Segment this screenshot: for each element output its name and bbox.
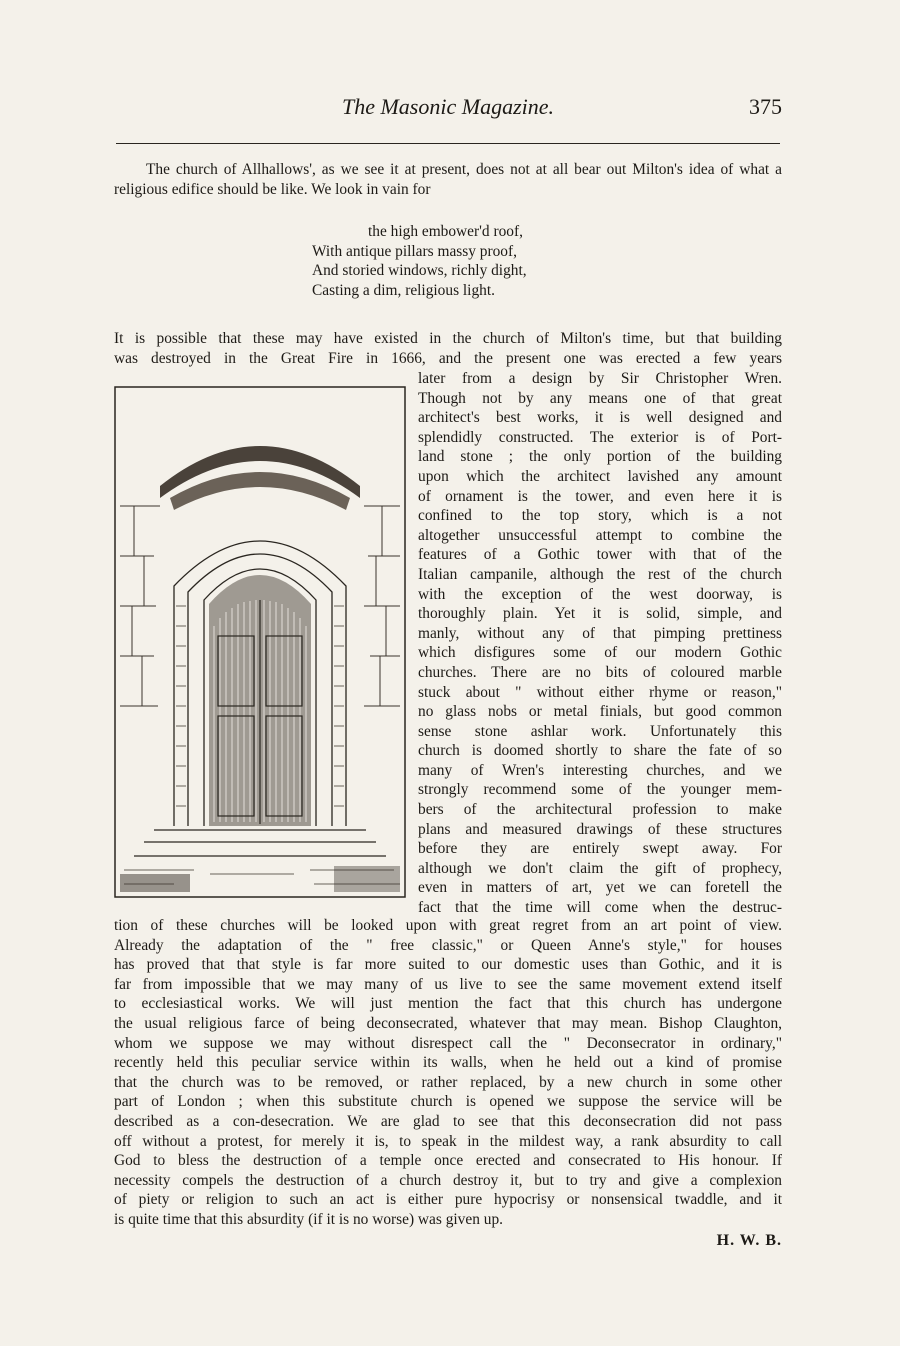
paragraph-main-top <box>114 329 782 368</box>
text-line: far from impossible that we may many of us live to see the same movement extend itself <box>114 975 782 993</box>
text-line: upon which the architect lavished any amount <box>418 467 782 485</box>
text-line: necessity compels the destruction of a church destroy it, but to try and give a complexion <box>114 1171 782 1189</box>
text-line: Already the adaptation of the " free classic," or Queen Anne's style," for houses <box>114 936 782 954</box>
text-line: was destroyed in the Great Fire in 1666, and the present one was erected a few years <box>114 349 782 367</box>
poem-line: With antique pillars massy proof, <box>312 242 517 260</box>
header-rule <box>116 143 780 144</box>
text-line: that the church was to be removed, or rather replaced, by a new church in some other <box>114 1073 782 1091</box>
text-line: even in matters of art, yet we can foretell the <box>418 879 782 897</box>
poem-line: the high embower'd roof, <box>368 223 523 240</box>
text-line: recently held this peculiar service within its walls, when he held out a kind of promise <box>114 1054 782 1072</box>
text-line: architect's best works, it is well designed and <box>418 409 782 427</box>
page-header <box>114 92 782 126</box>
paragraph-main-bottom <box>114 916 782 1230</box>
doorway-illustration <box>114 386 406 898</box>
text-line: manly, without any of that pimping prettiness <box>418 624 782 642</box>
text-line: whom we suppose we may without disrespect call the " Deconsecrator in ordinary," <box>114 1034 782 1052</box>
text-line: the usual religious farce of being deconsecrated, whatever that may mean. Bishop Claughton, <box>114 1014 782 1032</box>
text-line: tion of these churches will be looked upon with great regret from an art point of view. <box>114 917 782 934</box>
author-signature: H. W. B. <box>716 1232 782 1249</box>
text-line: splendidly constructed. The exterior is of Port- <box>418 428 782 446</box>
text-line: fact that the time will come when the destruc- <box>418 899 782 917</box>
text-line: It is possible that these may have existed in the church of Milton's time, but that building <box>114 330 782 347</box>
poem-line: And storied windows, richly dight, <box>312 262 527 280</box>
text-line: before they are entirely swept away. For <box>418 840 782 858</box>
text-line: confined to the top story, which is a not <box>418 507 782 525</box>
text-line: Italian campanile, although the rest of the church <box>418 565 782 583</box>
text-line: described as a con-desecration. We are glad to see that this deconsecration did not pass <box>114 1112 782 1130</box>
text-line: has proved that that style is far more suited to our domestic uses than Gothic, and it is <box>114 956 782 974</box>
magazine-title: The Masonic Magazine. <box>341 94 555 119</box>
text-line: plans and measured drawings of these structures <box>418 820 782 838</box>
text-line: Though not by any means one of that great <box>418 389 782 407</box>
text-line: of ornament is the tower, and even here it is <box>418 487 782 505</box>
text-line: off without a protest, for merely it is, to speak in the mildest way, a rank absurdity to call <box>114 1132 782 1150</box>
text-line: land stone ; the only portion of the building <box>418 448 782 466</box>
text-line: is quite time that this absurdity (if it is no worse) was given up. <box>114 1210 503 1228</box>
text-line: later from a design by Sir Christopher Wren. <box>418 370 782 387</box>
text-line: thoroughly plain. Yet it is solid, simple, and <box>418 605 782 623</box>
text-line: many of Wren's interesting churches, and we <box>418 761 782 779</box>
paragraph-main-side <box>418 369 782 918</box>
text-line: sense stone ashlar work. Unfortunately this <box>418 722 782 740</box>
text-line: church is doomed shortly to share the fate of so <box>418 742 782 760</box>
milton-quotation <box>312 222 612 300</box>
text-line: although we don't claim the gift of prophecy, <box>418 859 782 877</box>
text-line: of piety or religion to such an act is either pure hypocrisy or nonsensical twaddle, and it <box>114 1191 782 1209</box>
text-line: no glass nobs or metal finials, but good common <box>418 703 782 721</box>
poem-line: Casting a dim, religious light. <box>312 281 495 299</box>
text-line: God to bless the destruction of a temple once erected and consecrated to His honour. If <box>114 1152 782 1170</box>
text-line: with the exception of the west doorway, is <box>418 585 782 603</box>
text-line: stuck about " without either rhyme or reason," <box>418 683 782 701</box>
paragraph-intro: The church of Allhallows', as we see it at present, does not at all bear out Milton's idea of what a religious edifice should be like. We look in vain for <box>114 161 782 198</box>
text-line: features of a Gothic tower with that of the <box>418 546 782 564</box>
text-line: altogether unsuccessful attempt to combine the <box>418 526 782 544</box>
text-line: strongly recommend some of the younger mem- <box>418 781 782 799</box>
doorway-engraving <box>114 386 406 898</box>
text-line: bers of the architectural profession to make <box>418 801 782 819</box>
page-number: 375 <box>749 94 782 119</box>
text-line: which disfigures some of our modern Gothic <box>418 644 782 662</box>
text-line: part of London ; when this substitute church is opened we suppose the service will be <box>114 1093 782 1111</box>
text-line: churches. There are no bits of coloured marble <box>418 663 782 681</box>
text-line: to ecclesiastical works. We will just mention the fact that this church has undergone <box>114 995 782 1013</box>
